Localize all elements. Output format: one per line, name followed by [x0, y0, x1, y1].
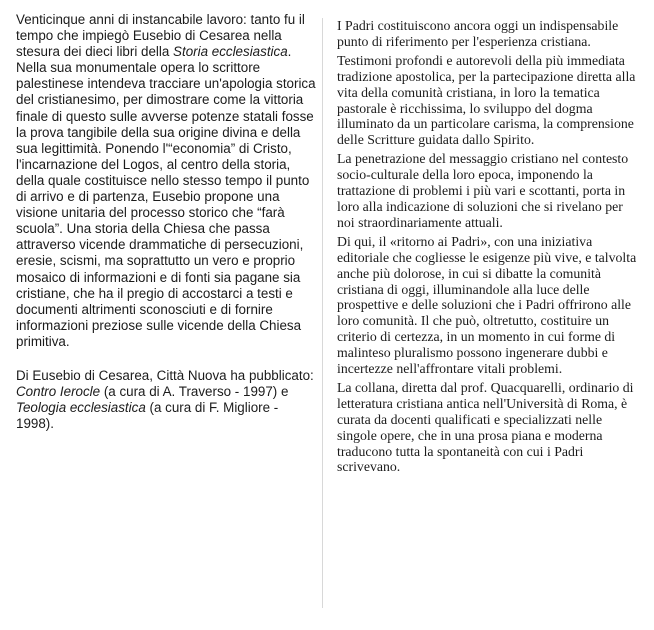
related-title-contro-ierocle: Contro Ierocle [16, 384, 101, 400]
related-text-2: (a cura di A. Traverso - 1997) e [100, 384, 289, 400]
right-paragraph-5: La collana, diretta dal prof. Quacquarelli, ordinario di letteratura cristiana antica nell'Università di Roma, è curata da docenti qualificati e specializzati nelle singole opere, che in una prosa piana e moderna traducono tutta la spontaneità con cui i Padri scrivevano. [337, 379, 634, 475]
summary-text-intro: Venticinque anni di instancabile lavoro: tanto fu il tempo che impiegò Eusebio di Cesarea nella stesura dei dieci libri della [16, 12, 305, 60]
left-column [16, 12, 316, 432]
summary-title-italic: Storia ecclesiastica [173, 44, 288, 60]
right-paragraph-4: Di qui, il «ritorno ai Padri», con una iniziativa editoriale che cogliesse le esigenze più vive, e talvolta anche più dolorose, in cui si dibatte la comunità cristiana di oggi, illuminandole alla luce delle prospettive e delle soluzioni che i Padri offrirono alle loro comunità. Il che può, oltretutto, costituire un criterio di certezza, in un momento in cui forme di malinteso pluralismo possono ingenerare dubbi e incertezze nell'affrontare vitali problemi. [337, 233, 637, 377]
right-paragraph-1: I Padri costituiscono ancora oggi un indispensabile punto di riferimento per l'esperienza cristiana. [337, 18, 619, 49]
related-title-teologia-ecclesiastica: Teologia ecclesiastica [16, 400, 146, 416]
column-divider [322, 18, 323, 608]
left-paragraph-related-works [16, 368, 316, 432]
summary-text-body: . Nella sua monumentale opera lo scrittore palestinese intendeva tracciare un'apologia storica del cristianesimo, per dimostrare come la vittoria finale di questo sulle avverse potenze statali fosse la prova tangibile della sua origine divina e della sua legittimità. Ponendo l'“economia” di Cristo, l'incarnazione del Logos, al centro della storia, della quale costituisce nello stesso tempo il punto di arrivo e di partenza, Eusebio propone una visione unitaria del processo storico che “farà scuola”. Una storia della Chiesa che passa attraverso vicende drammatiche di persecuzioni, eresie, scismi, ma soprattutto un vero e proprio mosaico di informazioni e di fonti sia pagane sia cristiane, che ha il pregio di accostarci a testi e documenti altrimenti sconosciuti e di fornire informazioni preziose sulle vicende della Chiesa primitiva. [16, 44, 316, 349]
right-paragraph-3: La penetrazione del messaggio cristiano nel contesto socio-culturale della loro epoca, imponendo la trattazione di problemi i più vari e scottanti, porta in loro alla indicazione di soluzioni che si rivelano per noi straordinariamente attuali. [337, 151, 629, 230]
related-text-3: (a cura di F. Migliore - 1998). [16, 400, 279, 432]
related-text-1: Di Eusebio di Cesarea, Città Nuova ha pubblicato: [16, 367, 314, 383]
right-column [337, 18, 639, 475]
left-paragraph-summary [16, 12, 316, 350]
right-paragraph-2: Testimoni profondi e autorevoli della più immediata tradizione apostolica, per la partecipazione diretta alla vita della comunità cristiana, in loro la tematica pastorale è ricchissima, lo sviluppo del dogma illuminato da un particolare carisma, la comprensione delle Scritture guidata dallo Spirito. [337, 52, 636, 148]
